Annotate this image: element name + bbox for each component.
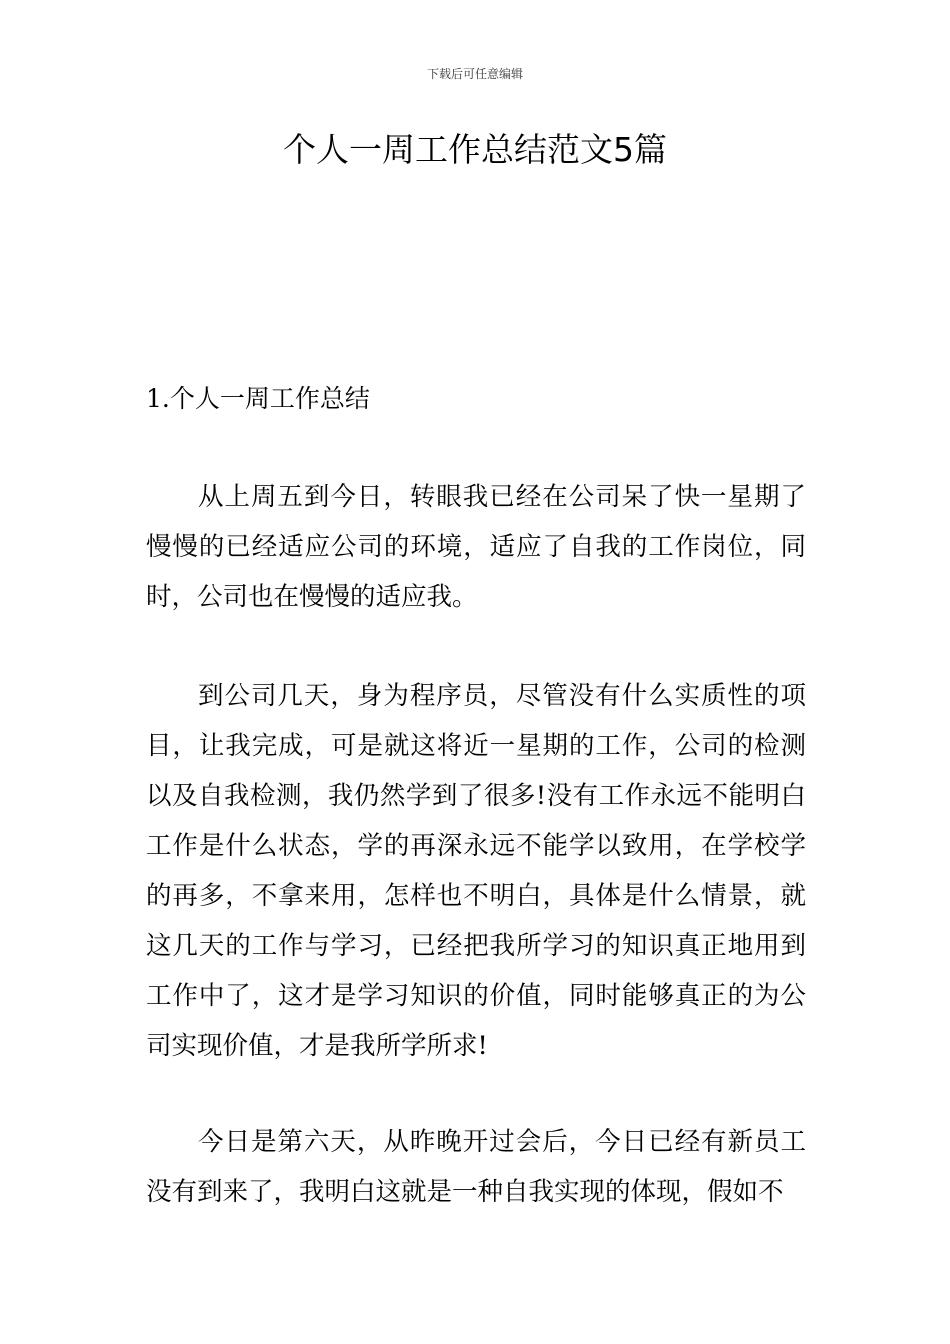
body-paragraph: 今日是第六天，从昨晚开过会后，今日已经有新员工没有到来了，我明白这就是一种自我实现的体现，假如不 [146, 1127, 806, 1207]
header-note: 下载后可任意编辑 [426, 67, 523, 81]
body-paragraph: 到公司几天，身为程序员，尽管没有什么实质性的项目，让我完成，可是就这将近一星期的工作，公司的检测以及自我检测，我仍然学到了很多!没有工作永远不能明白工作是什么状态，学的再深永远不能学以致用，在学校学的再多，不拿来用，怎样也不明白，具体是什么情景，就这几天的工作与学习，已经把我所学习的知识真正地用到工作中了，这才是学习知识的价值，同时能够真正的为公司实现价值，才是我所学所求! [146, 681, 806, 1061]
section-heading: 1.个人一周工作总结 [146, 384, 370, 413]
body-paragraph: 从上周五到今日，转眼我已经在公司呆了快一星期了慢慢的已经适应公司的环境，适应了自我的工作岗位，同时，公司也在慢慢的适应我。 [146, 482, 806, 612]
document-title: 个人一周工作总结范文5篇 [283, 130, 667, 169]
